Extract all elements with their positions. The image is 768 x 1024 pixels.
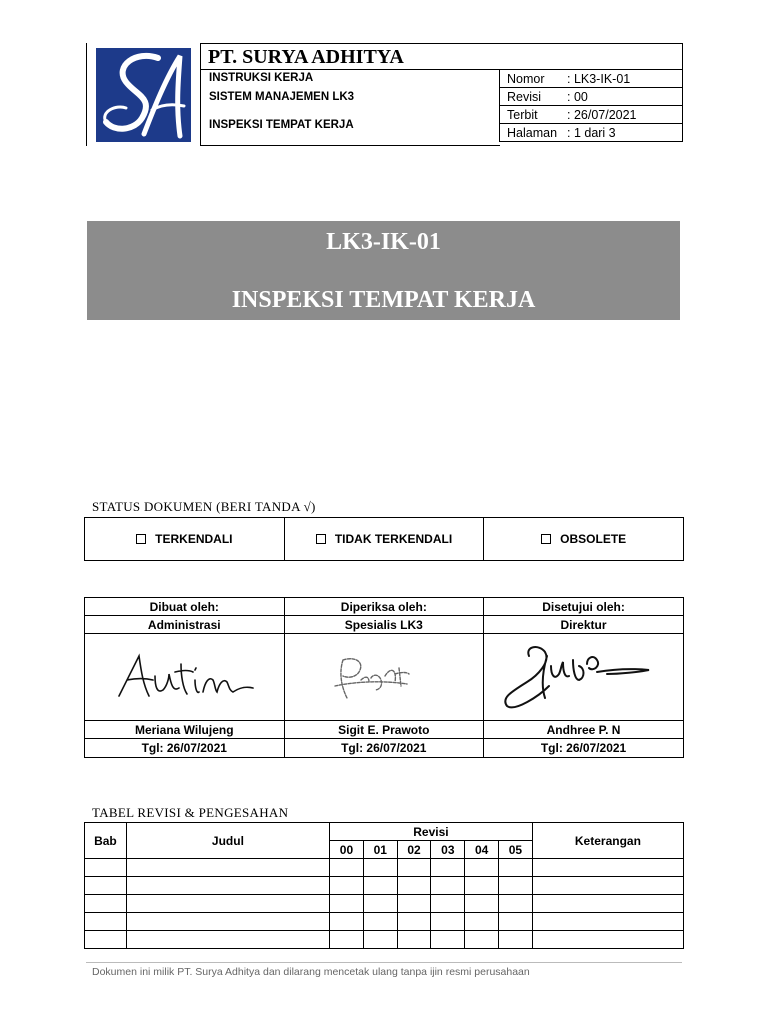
doc-subject: INSPEKSI TEMPAT KERJA bbox=[209, 119, 354, 131]
checkbox-icon[interactable] bbox=[541, 534, 551, 544]
table-cell bbox=[499, 877, 533, 895]
sa-logo-icon bbox=[96, 48, 191, 142]
table-cell bbox=[532, 877, 683, 895]
table-cell bbox=[465, 877, 499, 895]
approver-name: Sigit E. Prawoto bbox=[284, 721, 484, 739]
table-cell bbox=[397, 895, 431, 913]
checkbox-icon[interactable] bbox=[136, 534, 146, 544]
doc-type-line-1: INSTRUKSI KERJA bbox=[209, 72, 314, 84]
table-cell bbox=[126, 895, 329, 913]
table-row bbox=[85, 877, 684, 895]
revision-table-label: TABEL REVISI & PENGESAHAN bbox=[92, 805, 289, 820]
meta-row-revisi: Revisi : 00 bbox=[500, 88, 683, 106]
table-cell bbox=[126, 913, 329, 931]
company-name: PT. SURYA ADHITYA bbox=[200, 43, 683, 70]
signature-sigit bbox=[309, 646, 459, 706]
header-revision-number: 01 bbox=[363, 841, 397, 859]
approval-role: Diperiksa oleh: bbox=[284, 598, 484, 616]
table-cell bbox=[532, 895, 683, 913]
footer-divider bbox=[86, 962, 682, 963]
table-row bbox=[85, 931, 684, 949]
signature-cell bbox=[484, 634, 684, 721]
meta-row-terbit: Terbit : 26/07/2021 bbox=[500, 106, 683, 124]
header-revision-number: 05 bbox=[499, 841, 533, 859]
table-cell bbox=[126, 859, 329, 877]
approval-table bbox=[84, 597, 684, 758]
table-cell bbox=[465, 895, 499, 913]
table-cell bbox=[85, 877, 127, 895]
signature-cell bbox=[284, 634, 484, 721]
title-banner bbox=[87, 221, 680, 320]
approver-name: Meriana Wilujeng bbox=[85, 721, 285, 739]
company-logo bbox=[96, 48, 191, 142]
document-meta-table bbox=[499, 69, 683, 142]
table-cell bbox=[431, 895, 465, 913]
table-cell bbox=[397, 877, 431, 895]
table-cell bbox=[499, 931, 533, 949]
table-cell bbox=[397, 913, 431, 931]
table-cell bbox=[126, 877, 329, 895]
table-cell bbox=[330, 913, 364, 931]
status-table bbox=[84, 517, 684, 561]
table-cell bbox=[465, 931, 499, 949]
signature-cell bbox=[85, 634, 285, 721]
meta-row-nomor: Nomor : LK3-IK-01 bbox=[500, 70, 683, 88]
table-cell bbox=[397, 931, 431, 949]
header-revision-number: 03 bbox=[431, 841, 465, 859]
meta-row-halaman: Halaman : 1 dari 3 bbox=[500, 124, 683, 142]
table-cell bbox=[363, 877, 397, 895]
signature-andhree bbox=[489, 636, 679, 716]
header-revision-number: 04 bbox=[465, 841, 499, 859]
table-cell bbox=[532, 931, 683, 949]
header-keterangan: Keterangan bbox=[532, 823, 683, 859]
banner-doc-title: INSPEKSI TEMPAT KERJA bbox=[231, 287, 536, 313]
table-cell bbox=[330, 931, 364, 949]
doc-type-line-2: SISTEM MANAJEMEN LK3 bbox=[209, 91, 355, 103]
table-cell bbox=[499, 859, 533, 877]
table-cell bbox=[499, 913, 533, 931]
approval-position: Direktur bbox=[484, 616, 684, 634]
table-cell bbox=[85, 859, 127, 877]
header-bab: Bab bbox=[85, 823, 127, 859]
table-cell bbox=[363, 913, 397, 931]
table-cell bbox=[85, 913, 127, 931]
status-label: STATUS DOKUMEN (BERI TANDA √) bbox=[92, 499, 316, 514]
table-cell bbox=[363, 895, 397, 913]
approval-position: Spesialis LK3 bbox=[284, 616, 484, 634]
table-cell bbox=[532, 859, 683, 877]
revision-table bbox=[84, 822, 684, 949]
table-cell bbox=[85, 895, 127, 913]
table-cell bbox=[363, 859, 397, 877]
table-cell bbox=[431, 877, 465, 895]
approval-position: Administrasi bbox=[85, 616, 285, 634]
banner-doc-code: LK3-IK-01 bbox=[326, 229, 441, 255]
footer-note: Dokumen ini milik PT. Surya Adhitya dan dilarang mencetak ulang tanpa ijin resmi perusahaan bbox=[92, 966, 530, 978]
approval-role: Dibuat oleh: bbox=[85, 598, 285, 616]
table-cell bbox=[431, 859, 465, 877]
signature-meriana bbox=[109, 646, 259, 706]
status-option-terkendali[interactable]: TERKENDALI bbox=[85, 518, 285, 561]
approval-date: Tgl: 26/07/2021 bbox=[284, 739, 484, 758]
revision-table-body bbox=[85, 859, 684, 949]
table-cell bbox=[465, 913, 499, 931]
table-cell bbox=[85, 931, 127, 949]
table-row bbox=[85, 913, 684, 931]
table-cell bbox=[499, 895, 533, 913]
table-cell bbox=[330, 859, 364, 877]
header-judul: Judul bbox=[126, 823, 329, 859]
table-cell bbox=[431, 931, 465, 949]
checkbox-icon[interactable] bbox=[316, 534, 326, 544]
table-cell bbox=[330, 877, 364, 895]
table-cell bbox=[465, 859, 499, 877]
table-row bbox=[85, 895, 684, 913]
header-revision-number: 00 bbox=[330, 841, 364, 859]
header-revision-number: 02 bbox=[397, 841, 431, 859]
table-cell bbox=[431, 913, 465, 931]
status-option-tidak-terkendali[interactable]: TIDAK TERKENDALI bbox=[284, 518, 484, 561]
table-cell bbox=[126, 931, 329, 949]
table-cell bbox=[397, 859, 431, 877]
approval-role: Disetujui oleh: bbox=[484, 598, 684, 616]
approver-name: Andhree P. N bbox=[484, 721, 684, 739]
status-option-obsolete[interactable]: OBSOLETE bbox=[484, 518, 684, 561]
table-cell bbox=[330, 895, 364, 913]
table-cell bbox=[532, 913, 683, 931]
approval-date: Tgl: 26/07/2021 bbox=[484, 739, 684, 758]
table-cell bbox=[363, 931, 397, 949]
approval-date: Tgl: 26/07/2021 bbox=[85, 739, 285, 758]
table-row bbox=[85, 859, 684, 877]
header-revisi: Revisi bbox=[330, 823, 533, 841]
document-info bbox=[200, 69, 500, 146]
